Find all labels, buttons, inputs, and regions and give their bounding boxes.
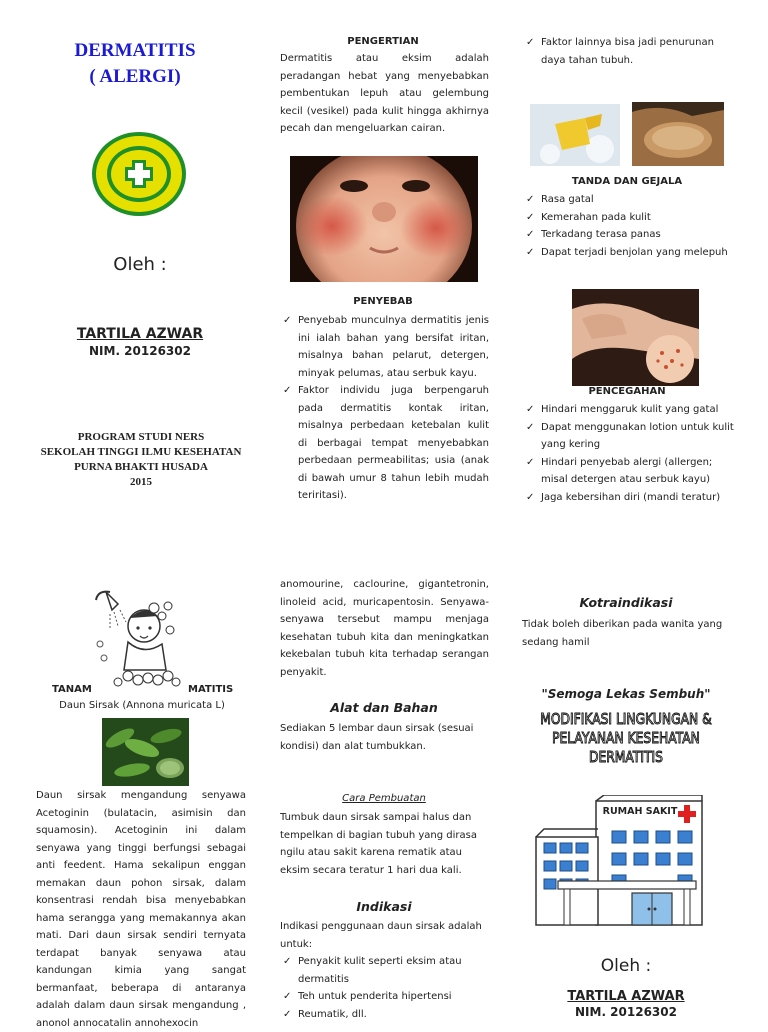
shower-child-illustration: [88, 586, 184, 690]
pencegahan-item: ✓ Hindari penyebab alergi (allergen; misal detergen atau serbuk kayu): [523, 454, 738, 489]
alat-heading: Alat dan Bahan: [330, 700, 438, 715]
title-line-1: DERMATITIS: [74, 40, 196, 61]
daun-subtitle: Daun Sirsak (Annona muricata L): [59, 700, 225, 711]
baby-face-photo: [290, 156, 478, 282]
pencegahan-heading: PENCEGAHAN: [588, 386, 666, 397]
author-name-back: TARTILA AZWAR: [567, 989, 685, 1004]
author-name: TARTILA AZWAR: [76, 326, 204, 342]
faktor-item: ✓ Faktor lainnya bisa jadi penurunan daya tahan tubuh.: [523, 34, 733, 69]
daun-text: Daun sirsak mengandung senyawa Acetoginin (bulatacin, asimisin dan squamosin). Acetoginin ini dalam senyawa yang tinggi berfungsi sebagai anti feedent. Hama sekalipun enggan memakan daun pohon sirsak, dalam konsentrasi rendah bisa menyebabkan hama serangga yang memakannya akan mati. Dari daun sirsak sendiri ternyata terdapat banyak senyawa atau kandungan kimia yang sangat bermanfaat, beberapa di antaranya adalah dalam daun sirsak mengandung , anonol annocatalin annohexocin: [36, 790, 246, 1029]
author-nim: NIM. 20126302: [89, 344, 191, 358]
tanda-item: ✓ Dapat terjadi benjolan yang melepuh: [523, 244, 743, 262]
title-line-2: ( ALERGI): [89, 66, 181, 87]
semoga-text: "Semoga Lekas Sembuh": [541, 687, 711, 701]
cara-heading: Cara Pembuatan: [342, 793, 426, 804]
author-nim-back: NIM. 20126302: [575, 1005, 677, 1019]
hospital-sign: RUMAH SAKIT: [602, 806, 678, 817]
tanda-item: ✓ Terkadang terasa panas: [523, 226, 743, 244]
pengertian-heading: PENGERTIAN: [347, 36, 419, 47]
tanda-item: ✓ Rasa gatal: [523, 191, 743, 209]
indikasi-list: [280, 953, 489, 1023]
alat-text: Sediakan 5 lembar daun sirsak (sesuai kondisi) dan alat tumbukkan.: [280, 723, 474, 752]
penyebab-heading: PENYEBAB: [353, 296, 413, 307]
modifikasi-title: [539, 710, 713, 767]
indikasi-item: ✓ Penyakit kulit seperti eksim atau dermatitis: [280, 953, 489, 988]
institution-line-1: PROGRAM STUDI NERS: [77, 431, 205, 443]
brochure-title: [40, 38, 230, 90]
modifikasi-line-1: MODIFIKASI LINGKUNGAN &: [540, 710, 712, 728]
institution-year: 2015: [130, 476, 152, 488]
pencegahan-list: [523, 401, 738, 506]
cara-text: Tumbuk daun sirsak sampai halus dan tempelkan di bagian tubuh yang dirasa ngilu atau sakit karena rematik atau eksim secara teratur 1 hari dua kali.: [280, 812, 477, 876]
tanaman-heading-left: TANAM: [52, 684, 92, 695]
kontra-heading: Kotraindikasi: [579, 595, 673, 610]
author-block-back: [526, 989, 726, 1019]
campus-logo: [90, 130, 188, 218]
modifikasi-line-3: DERMATITIS: [589, 748, 663, 766]
sawdust-photo: [632, 102, 724, 166]
tanda-list: [523, 191, 743, 261]
indikasi-heading: Indikasi: [356, 899, 412, 914]
indikasi-item: ✓ Teh untuk penderita hipertensi: [280, 988, 489, 1006]
senyawa-text: anomourine, caclourine, gigantetronin, linoleid acid, muricapentosin. Senyawa-senyawa tersebut mampu menjaga kesehatan tubuh kita dan meningkatkan kekebalan tubuh kita terhadap serangan penyakit.: [280, 579, 489, 678]
detergent-photo: [530, 104, 620, 166]
pencegahan-item: ✓ Jaga kebersihan diri (mandi teratur): [523, 489, 738, 507]
tanda-item: ✓ Kemerahan pada kulit: [523, 209, 743, 227]
pengertian-text: Dermatitis atau eksim adalah peradangan hebat yang menyebabkan pembentukan lepuh atau gelembung kecil (vesikel) pada kulit hingga akhirnya pecah dan mengeluarkan cairan.: [280, 53, 489, 134]
pencegahan-item: ✓ Hindari menggaruk kulit yang gatal: [523, 401, 738, 419]
modifikasi-line-2: PELAYANAN KESEHATAN: [552, 729, 700, 747]
faktor-list: [523, 34, 733, 69]
oleh-label-back: Oleh :: [600, 956, 652, 976]
penyebab-item: ✓ Penyebab munculnya dermatitis jenis ini ialah bahan yang bersifat iritan, misalnya bahan pelarut, detergen, minyak pelumas, atau serbuk kayu.: [280, 312, 489, 382]
institution-line-2: SEKOLAH TINGGI ILMU KESEHATAN: [40, 446, 242, 458]
tanda-heading: TANDA DAN GEJALA: [571, 176, 683, 187]
oleh-label: Oleh :: [113, 254, 167, 275]
institution-line-3: PURNA BHAKTI HUSADA: [74, 461, 208, 473]
indikasi-intro: Indikasi penggunaan daun sirsak adalah untuk:: [280, 921, 482, 950]
pencegahan-item: ✓ Dapat menggunakan lotion untuk kulit yang kering: [523, 419, 738, 454]
penyebab-item: ✓ Faktor individu juga berpengaruh pada dermatitis kontak iritan, misalnya perbedaan ketebalan kulit di berbagai tempat menyebabkan perbedaan permeabilitas; usia (anak di bawah umur 8 tahun lebih mudah teriritasi).: [280, 382, 489, 505]
penyebab-list: [280, 312, 489, 505]
scratching-arm-photo: [572, 289, 699, 386]
soursop-leaf-photo: [102, 718, 189, 786]
kontra-text: Tidak boleh diberikan pada wanita yang sedang hamil: [522, 619, 723, 648]
institution-block: [30, 430, 252, 490]
tanaman-heading-right: MATITIS: [188, 684, 234, 695]
indikasi-item: ✓ Reumatik, dll.: [280, 1006, 489, 1024]
author-block: [40, 326, 240, 358]
